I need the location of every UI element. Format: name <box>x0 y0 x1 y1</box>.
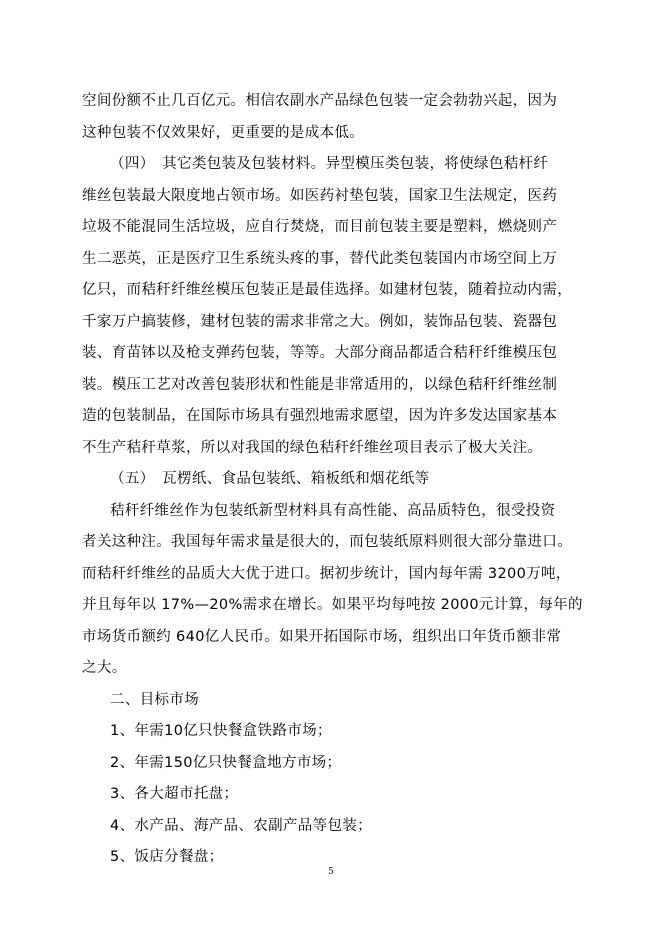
list-item: 3、各大超市托盘； <box>110 786 239 802</box>
body-line: 之大。 <box>82 660 127 676</box>
body-line: 并且每年以 17%—20%需求在增长。如果平均每吨按 2000元计算，每年的 <box>82 597 583 613</box>
body-line: 垃圾不能混同生活垃圾，应自行焚烧，而目前包装主要是塑料，燃烧则产 <box>82 219 558 235</box>
body-line: 千家万户搞装修，建材包装的需求非常之大。例如，装饰品包装、瓷器包 <box>82 314 558 330</box>
body-line: 装。模压工艺对改善包装形状和性能是非常适用的，以绿色秸秆纤维丝制 <box>82 377 558 393</box>
body-line: 空间份额不止几百亿元。相信农副水产品绿色包装一定会勃勃兴起，因为 <box>82 93 558 109</box>
section-heading-4: （四） 其它类包装及包装材料。异型模压类包装，将使绿色秸杆纤 <box>110 156 549 172</box>
body-line: 者关这种注。我国每年需求量是很大的，而包装纸原料则很大部分靠进口。 <box>82 534 573 550</box>
body-line: 生二恶英，正是医疗卫生系统头疼的事，替代此类包装国内市场空间上万 <box>82 251 558 267</box>
page-number: 5 <box>328 867 334 877</box>
list-item: 5、饭店分餐盘； <box>110 849 224 865</box>
body-line: 不生产秸秆草浆，所以对我国的绿色秸秆纤维丝项目表示了极大关注。 <box>82 440 543 456</box>
body-line: 而秸秆纤维丝的品质大大优于进口。据初步统计，国内每年需 3200万吨， <box>82 566 571 582</box>
list-item: 2、年需150亿只快餐盒地方市场； <box>110 755 342 771</box>
section-heading-5: （五） 瓦楞纸、食品包装纸、箱板纸和烟花纸等 <box>110 471 430 487</box>
body-line: 装、育苗钵以及枪支弹药包装，等等。大部分商品都适合秸秆纤维模压包 <box>82 345 558 361</box>
section-title-target-market: 二、目标市场 <box>110 692 200 708</box>
body-line: 亿只，而秸秆纤维丝模压包装正是最佳选择。如建材包装，随着拉动内需， <box>82 282 573 298</box>
body-line: 维丝包装最大限度地占领市场。如医药衬垫包装，国家卫生法规定，医药 <box>82 188 558 204</box>
list-item: 4、水产品、海产品、农副产品等包装； <box>110 818 373 834</box>
list-item: 1、年需10亿只快餐盒铁路市场； <box>110 723 332 739</box>
body-line: 秸秆纤维丝作为包装纸新型材料具有高性能、高品质特色，很受投资 <box>110 503 556 519</box>
body-line: 这种包装不仅效果好，更重要的是成本低。 <box>82 125 365 141</box>
body-line: 市场货币额约 640亿人民币。如果开拓国际市场，组织出口年货币额非常 <box>82 629 562 645</box>
body-line: 造的包装制品，在国际市场具有强烈地需求愿望，因为许多发达国家基本 <box>82 408 558 424</box>
